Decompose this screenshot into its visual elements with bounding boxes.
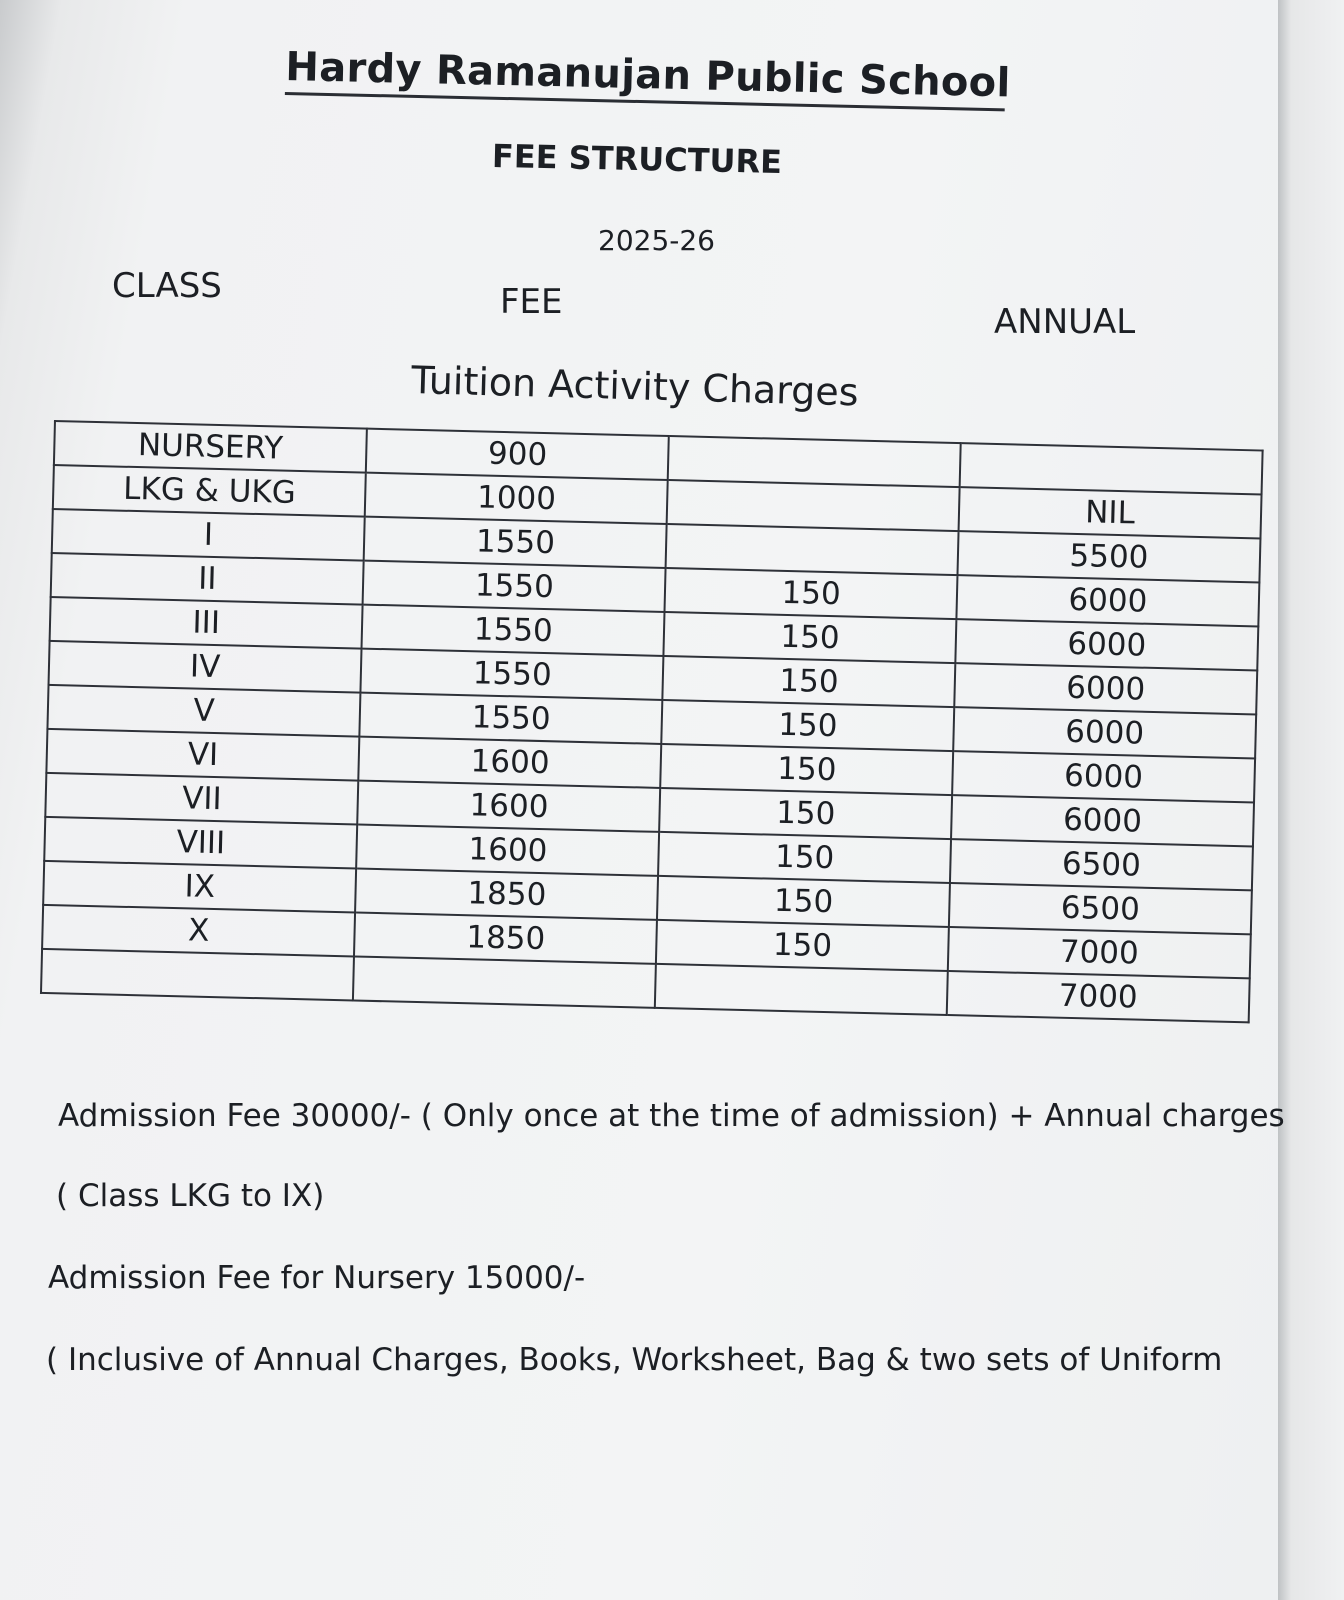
class-cell: V bbox=[47, 685, 360, 737]
annual-cell: NIL bbox=[959, 487, 1262, 538]
annual-cell: 6500 bbox=[950, 839, 1253, 890]
tuition-cell: 1850 bbox=[355, 869, 658, 920]
activity-cell: 150 bbox=[658, 832, 951, 883]
tuition-cell: 1600 bbox=[358, 781, 661, 832]
paper-edge bbox=[1278, 0, 1344, 1600]
annual-cell: 6500 bbox=[949, 883, 1252, 934]
admission-fee-note: Admission Fee 30000/- ( Only once at the time of admission) + Annual charges bbox=[58, 1098, 1285, 1134]
class-cell: VII bbox=[45, 773, 358, 825]
activity-cell bbox=[668, 436, 961, 487]
activity-cell: 150 bbox=[664, 612, 957, 663]
column-label-class: CLASS bbox=[112, 266, 222, 306]
activity-cell: 150 bbox=[661, 744, 954, 795]
activity-cell bbox=[667, 480, 960, 531]
session-year: 2025-26 bbox=[598, 224, 715, 257]
sub-headings: Tuition Activity Charges bbox=[410, 358, 860, 415]
class-range-note: ( Class LKG to IX) bbox=[56, 1178, 325, 1214]
annual-cell bbox=[960, 443, 1263, 494]
column-label-fee: FEE bbox=[500, 282, 563, 322]
class-cell: IX bbox=[43, 861, 356, 913]
fee-table bbox=[40, 420, 1264, 1023]
annual-cell: 6000 bbox=[953, 707, 1256, 758]
annual-cell: 6000 bbox=[955, 619, 1258, 670]
activity-cell: 150 bbox=[657, 876, 950, 927]
tuition-cell: 1600 bbox=[356, 825, 659, 876]
class-cell bbox=[41, 949, 354, 1001]
activity-cell: 150 bbox=[662, 700, 955, 751]
class-cell: II bbox=[51, 553, 364, 605]
activity-cell bbox=[666, 524, 959, 575]
class-cell: X bbox=[42, 905, 355, 957]
annual-cell: 6000 bbox=[956, 575, 1259, 626]
tuition-cell: 900 bbox=[366, 429, 669, 480]
activity-cell: 150 bbox=[659, 788, 952, 839]
school-name: Hardy Ramanujan Public School bbox=[285, 44, 1006, 111]
activity-cell bbox=[655, 964, 948, 1015]
annual-cell: 7000 bbox=[948, 927, 1251, 978]
fee-structure-heading: FEE STRUCTURE bbox=[491, 136, 783, 182]
activity-cell: 150 bbox=[665, 568, 958, 619]
class-cell: IV bbox=[49, 641, 362, 693]
tuition-cell: 1600 bbox=[359, 737, 662, 788]
nursery-admission-note: Admission Fee for Nursery 15000/- bbox=[48, 1260, 586, 1296]
class-cell: NURSERY bbox=[54, 421, 367, 473]
fee-table-wrapper bbox=[40, 420, 1264, 1023]
tuition-cell: 1550 bbox=[363, 561, 666, 612]
class-cell: LKG & UKG bbox=[53, 465, 366, 517]
class-cell: III bbox=[50, 597, 363, 649]
annual-cell: 6000 bbox=[952, 751, 1255, 802]
tuition-cell: 1550 bbox=[362, 605, 665, 656]
class-cell: VI bbox=[46, 729, 359, 781]
tuition-cell: 1000 bbox=[365, 473, 668, 524]
activity-cell: 150 bbox=[656, 920, 949, 971]
annual-cell: 6000 bbox=[951, 795, 1254, 846]
tuition-cell: 1550 bbox=[361, 649, 664, 700]
tuition-cell: 1550 bbox=[364, 517, 667, 568]
annual-cell: 6000 bbox=[954, 663, 1257, 714]
tuition-cell: 1850 bbox=[354, 913, 657, 964]
annual-cell: 5500 bbox=[957, 531, 1260, 582]
annual-cell: 7000 bbox=[947, 971, 1250, 1022]
class-cell: VIII bbox=[44, 817, 357, 869]
class-cell: I bbox=[52, 509, 365, 561]
tuition-cell bbox=[353, 956, 656, 1007]
inclusive-note: ( Inclusive of Annual Charges, Books, Worksheet, Bag & two sets of Uniform bbox=[46, 1342, 1223, 1378]
column-label-annual: ANNUAL bbox=[994, 302, 1136, 342]
tuition-cell: 1550 bbox=[360, 693, 663, 744]
activity-cell: 150 bbox=[663, 656, 956, 707]
